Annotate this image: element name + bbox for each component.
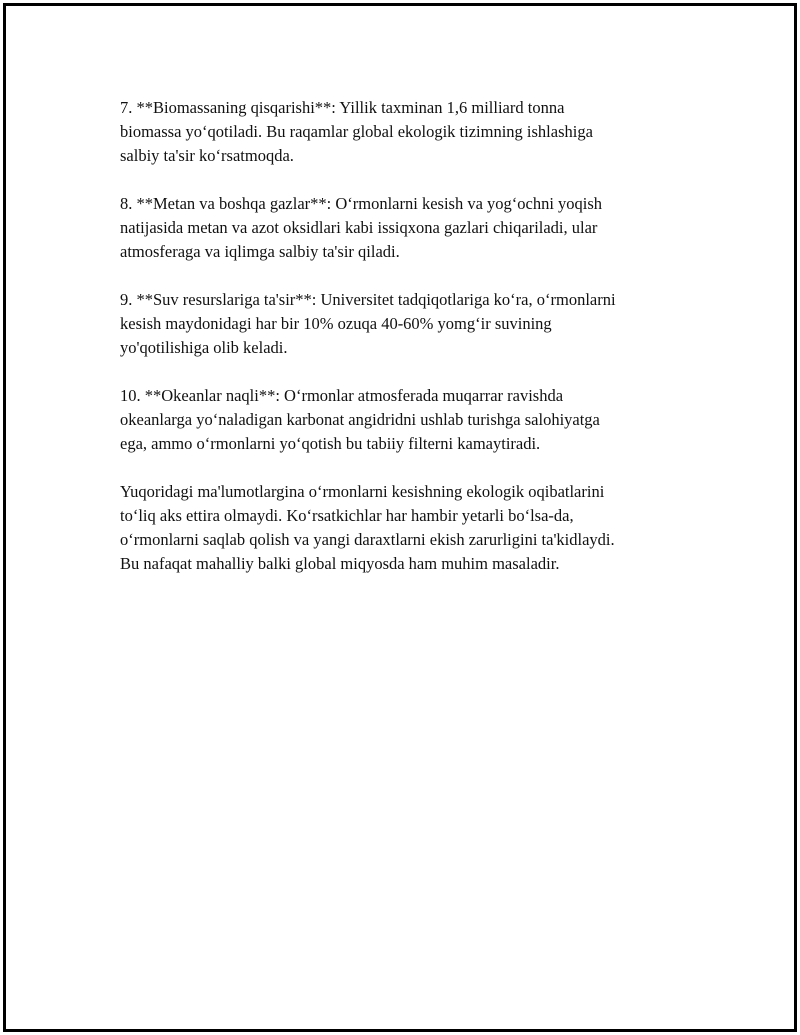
list-item-biomass: 7. **Biomassaning qisqarishi**: Yillik taxminan 1,6 milliard tonna biomassa yo‘qotiladi. Bu raqamlar global ekologik tizimning ishlashiga salbiy ta'sir ko‘rsatmoqda.: [120, 98, 593, 165]
conclusion-paragraph: Yuqoridagi ma'lumotlargina o‘rmonlarni kesishning ekologik oqibatlarini to‘liq aks ettira olmaydi. Ko‘rsatkichlar har hambir yetarli bo‘lsa-da, o‘rmonlarni saqlab qolish va yangi daraxtlarni ekish zarurligini ta'kidlaydi. Bu nafaqat mahalliy balki global miqyosda ham muhim masaladir.: [120, 482, 615, 573]
page-frame: [3, 3, 797, 1032]
list-item-methane: 8. **Metan va boshqa gazlar**: O‘rmonlarni kesish va yog‘ochni yoqish natijasida metan va azot oksidlari kabi issiqxona gazlari chiqariladi, ular atmosferaga va iqlimga salbiy ta'sir qiladi.: [120, 194, 603, 261]
document-body: [120, 96, 690, 600]
list-item-oceans: 10. **Okeanlar naqli**: O‘rmonlar atmosferada muqarrar ravishda okeanlarga yo‘naladigan karbonat angidridni ushlab turishga salohiyatga ega, ammo o‘rmonlarni yo‘qotish bu tabiiy filterni kamaytiradi.: [120, 386, 600, 453]
list-item-water-resources: 9. **Suv resurslariga ta'sir**: Universitet tadqiqotlariga ko‘ra, o‘rmonlarni kesish maydonidagi har bir 10% ozuqa 40-60% yomg‘ir suvining yo'qotilishiga olib keladi.: [120, 290, 616, 357]
